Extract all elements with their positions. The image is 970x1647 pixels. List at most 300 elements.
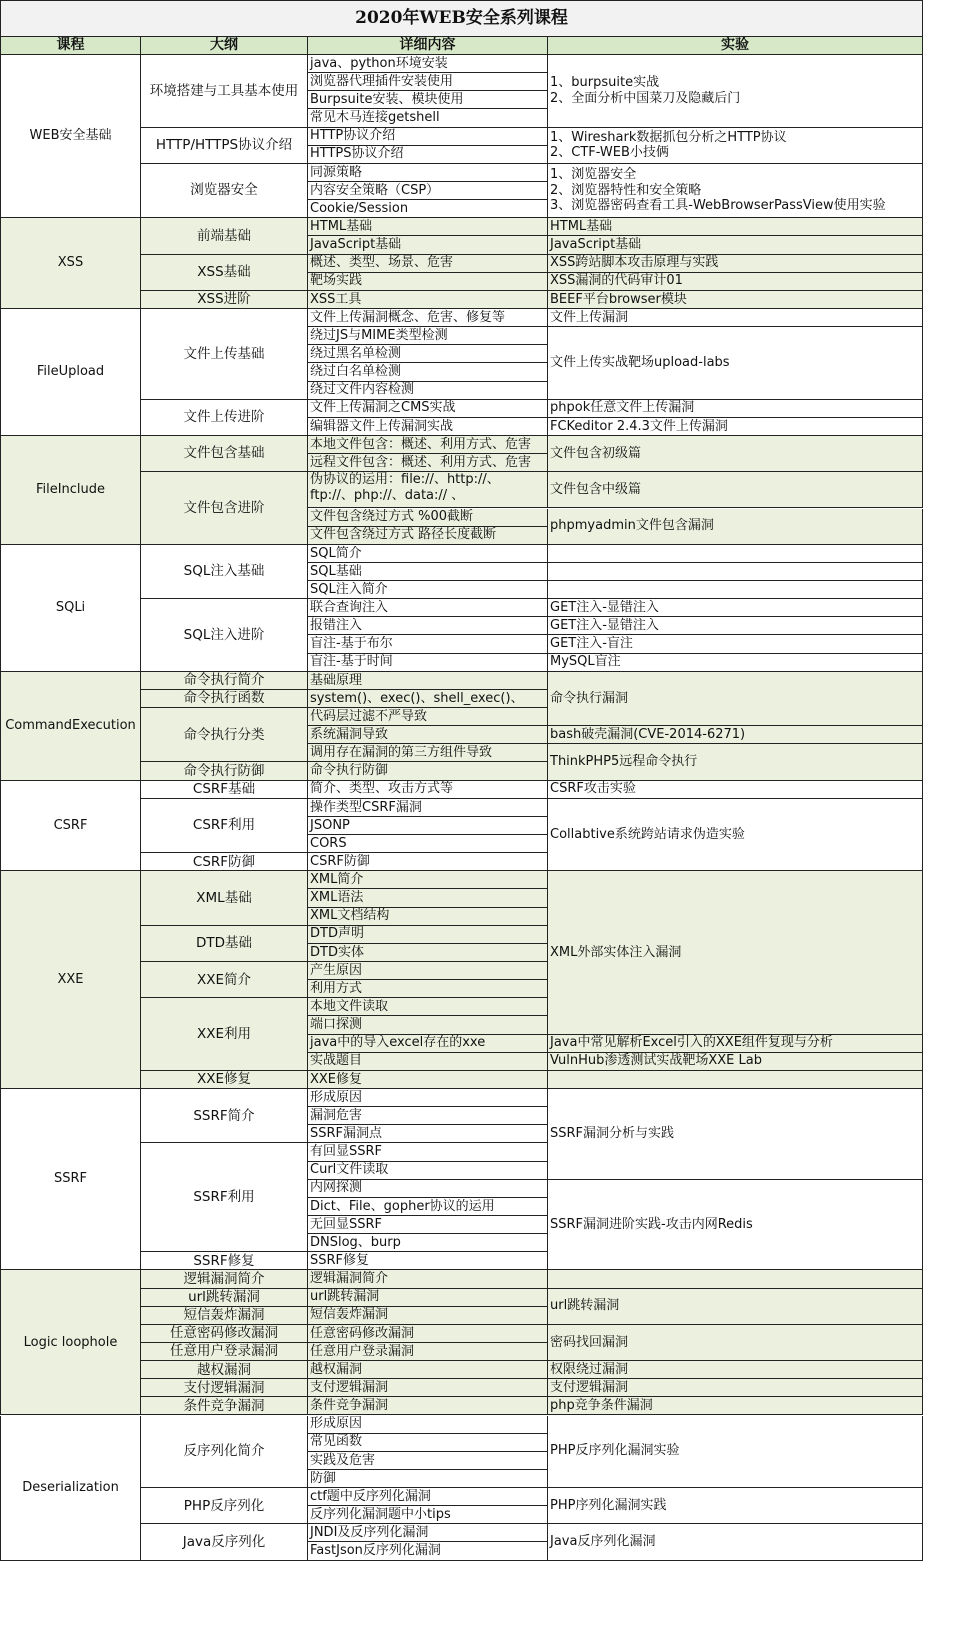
course-cell: [0, 672, 141, 781]
course-name: SQLi: [55, 599, 86, 615]
detail-cell: [308, 1524, 548, 1542]
lab-cell: [548, 726, 923, 744]
detail-text: 支付逻辑漏洞: [310, 1379, 389, 1395]
outline-cell: [141, 799, 308, 853]
detail-cell: [308, 527, 548, 545]
outline-name: Java反序列化: [182, 1533, 266, 1550]
lab-cell: [548, 617, 923, 635]
detail-text: XML语法: [310, 890, 364, 906]
column-header-label: 详细内容: [399, 37, 456, 54]
detail-cell: [308, 762, 548, 780]
outline-cell: [141, 1071, 308, 1089]
lab-text: phpmyadmin文件包含漏洞: [550, 518, 714, 534]
lab-cell: [548, 400, 923, 418]
lab-text: 3、浏览器密码查看工具-WebBrowserPassView使用实验: [550, 198, 886, 214]
outline-name: 前端基础: [197, 227, 251, 244]
detail-cell: [308, 781, 548, 799]
lab-text: Java反序列化漏洞: [550, 1534, 656, 1550]
lab-cell: [548, 436, 923, 472]
detail-cell: [308, 345, 548, 363]
detail-cell: [308, 255, 548, 273]
detail-text: 同源策略: [310, 164, 363, 180]
detail-text: CSRF防御: [310, 853, 370, 869]
detail-text: 利用方式: [310, 980, 363, 996]
detail-cell: [308, 1397, 548, 1415]
detail-cell: [308, 908, 548, 926]
outline-name: SSRF修复: [193, 1252, 255, 1269]
course-cell: [0, 871, 141, 1089]
detail-text: DTD声明: [310, 926, 364, 942]
outline-cell: [141, 1270, 308, 1288]
lab-text: JavaScript基础: [550, 237, 642, 253]
detail-text: JavaScript基础: [310, 237, 402, 253]
lab-text: VulnHub渗透测试实战靶场XXE Lab: [550, 1053, 762, 1069]
outline-cell: [141, 708, 308, 762]
lab-cell: [548, 1325, 923, 1361]
outline-cell: [141, 545, 308, 599]
detail-text: url跳转漏洞: [310, 1289, 380, 1305]
outline-name: 环境搭建与工具基本使用: [149, 82, 299, 99]
lab-cell: [548, 581, 923, 599]
detail-cell: [308, 200, 548, 218]
outline-name: XXE修复: [196, 1071, 252, 1088]
detail-text: system()、exec()、shell_exec()、: [310, 690, 524, 706]
detail-cell: [308, 817, 548, 835]
detail-text: SQL注入简介: [310, 581, 388, 597]
detail-cell: [308, 400, 548, 418]
outline-name: SQL注入基础: [183, 563, 265, 580]
column-header-label: 大纲: [210, 37, 238, 54]
lab-text: 1、burpsuite实战: [550, 75, 660, 91]
lab-cell: [548, 218, 923, 236]
outline-cell: [141, 255, 308, 291]
lab-text: XSS跨站脚本攻击原理与实践: [550, 255, 719, 271]
lab-text: GET注入-显错注入: [550, 599, 659, 615]
outline-cell: [141, 1143, 308, 1252]
lab-text: phpok任意文件上传漏洞: [550, 400, 695, 416]
lab-text: GET注入-显错注入: [550, 618, 659, 634]
detail-text: HTTPS协议介绍: [310, 146, 404, 162]
lab-cell: [548, 1488, 923, 1524]
outline-name: 命令执行防御: [183, 762, 265, 779]
detail-cell: [308, 1379, 548, 1397]
outline-cell: [141, 599, 308, 672]
course-cell: [0, 781, 141, 872]
lab-cell: [548, 509, 923, 545]
lab-cell: [548, 128, 923, 164]
outline-cell: [141, 472, 308, 545]
detail-text: 无回显SSRF: [310, 1216, 383, 1232]
lab-text: 密码找回漏洞: [550, 1334, 629, 1350]
detail-cell: [308, 1289, 548, 1307]
course-cell: [0, 218, 141, 309]
detail-cell: [308, 708, 548, 726]
detail-cell: [308, 91, 548, 109]
outline-cell: [141, 762, 308, 780]
detail-cell: [308, 1307, 548, 1325]
outline-name: PHP反序列化: [183, 1497, 265, 1514]
lab-text: SSRF漏洞进阶实践-攻击内网Redis: [550, 1216, 753, 1232]
lab-cell: [548, 472, 923, 508]
detail-cell: [308, 73, 548, 91]
outline-name: XML基础: [196, 889, 252, 906]
outline-name: 浏览器安全: [190, 182, 258, 199]
detail-text: 逻辑漏洞简介: [310, 1271, 389, 1287]
course-name: FileInclude: [35, 482, 106, 498]
outline-name: XSS进阶: [197, 291, 251, 308]
outline-name: 命令执行简介: [183, 672, 265, 689]
detail-cell: [308, 1488, 548, 1506]
outline-name: 条件竞争漏洞: [183, 1397, 265, 1414]
detail-cell: [308, 563, 548, 581]
lab-text: 命令执行漏洞: [550, 690, 629, 706]
detail-cell: [308, 128, 548, 146]
detail-cell: [308, 672, 548, 690]
course-name: Deserialization: [22, 1479, 119, 1495]
outline-name: XXE利用: [196, 1025, 252, 1042]
lab-cell: [548, 635, 923, 653]
outline-name: 支付逻辑漏洞: [183, 1379, 265, 1396]
detail-cell: [308, 1234, 548, 1252]
outline-name: 命令执行分类: [183, 726, 265, 743]
lab-text: Java中常见解析Excel引入的XXE组件复现与分析: [550, 1035, 833, 1051]
detail-text: 常见函数: [310, 1434, 363, 1450]
detail-cell: [308, 454, 548, 472]
detail-text: 产生原因: [310, 962, 363, 978]
table-title-text: 2020年WEB安全系列课程: [355, 8, 568, 29]
detail-text: 文件包含绕过方式 路径长度截断: [310, 527, 497, 543]
course-name: Logic loophole: [23, 1334, 118, 1350]
detail-text: 反序列化漏洞题中小tips: [310, 1506, 451, 1522]
lab-cell: [548, 327, 923, 400]
detail-text: 内容安全策略（CSP）: [310, 182, 440, 198]
detail-text: 绕过JS与MIME类型检测: [310, 327, 448, 343]
detail-cell: [308, 273, 548, 291]
lab-cell: [548, 1361, 923, 1379]
detail-text: 绕过白名单检测: [310, 364, 402, 380]
detail-cell: [308, 926, 548, 944]
course-cell: [0, 436, 141, 545]
detail-text: 实战题目: [310, 1053, 363, 1069]
detail-text: 文件上传漏洞概念、危害、修复等: [310, 309, 506, 325]
detail-cell: [308, 1035, 548, 1053]
course-cell: [0, 1270, 141, 1415]
detail-cell: [308, 1542, 548, 1560]
outline-cell: [141, 962, 308, 998]
detail-text: 实践及危害: [310, 1452, 376, 1468]
lab-text: XML外部实体注入漏洞: [550, 944, 682, 960]
outline-cell: [141, 672, 308, 690]
outline-cell: [141, 926, 308, 962]
detail-cell: [308, 998, 548, 1016]
lab-cell: [548, 236, 923, 254]
lab-cell: [548, 654, 923, 672]
detail-text: 盲注-基于布尔: [310, 636, 393, 652]
outline-cell: [141, 1343, 308, 1361]
lab-cell: [548, 309, 923, 327]
detail-cell: [308, 382, 548, 400]
detail-cell: [308, 363, 548, 381]
course-cell: [0, 309, 141, 436]
lab-text: MySQL盲注: [550, 654, 621, 670]
course-cell: [0, 545, 141, 672]
detail-text: SSRF修复: [310, 1253, 370, 1268]
detail-cell: [308, 291, 548, 309]
outline-cell: [141, 871, 308, 925]
detail-text: 远程文件包含：概述、利用方式、危害: [310, 454, 532, 470]
outline-name: 越权漏洞: [197, 1361, 251, 1378]
outline-name: HTTP/HTTPS协议介绍: [155, 137, 293, 154]
lab-text: BEEF平台browser模块: [550, 291, 687, 307]
outline-cell: [141, 291, 308, 309]
outline-cell: [141, 1361, 308, 1379]
detail-cell: [308, 1506, 548, 1524]
column-header: [548, 37, 923, 55]
lab-text: bash破壳漏洞(CVE-2014-6271): [550, 726, 746, 742]
lab-text: 2、全面分析中国菜刀及隐藏后门: [550, 90, 741, 106]
outline-cell: [141, 164, 308, 218]
course-name: XXE: [57, 971, 84, 987]
detail-text: 报错注入: [310, 618, 363, 634]
outline-cell: [141, 1379, 308, 1397]
outline-cell: [141, 436, 308, 472]
lab-cell: [548, 744, 923, 780]
outline-cell: [141, 1524, 308, 1560]
lab-cell: [548, 1089, 923, 1180]
detail-text: 操作类型CSRF漏洞: [310, 799, 422, 815]
detail-text: 短信轰炸漏洞: [310, 1307, 389, 1323]
lab-text: CSRF攻击实验: [550, 781, 636, 797]
detail-text: XSS工具: [310, 291, 362, 307]
detail-cell: [308, 581, 548, 599]
outline-name: 文件上传进阶: [183, 409, 265, 426]
outline-name: XXE简介: [196, 971, 252, 988]
lab-cell: [548, 599, 923, 617]
detail-cell: [308, 1270, 548, 1288]
detail-cell: [308, 599, 548, 617]
outline-name: CSRF利用: [192, 817, 256, 834]
course-cell: [0, 55, 141, 218]
detail-cell: [308, 1434, 548, 1452]
detail-text: Dict、File、gopher协议的运用: [310, 1198, 495, 1214]
detail-cell: [308, 1125, 548, 1143]
detail-cell: [308, 635, 548, 653]
lab-text: HTML基础: [550, 219, 613, 235]
detail-cell: [308, 1416, 548, 1434]
lab-text: FCKeditor 2.4.3文件上传漏洞: [550, 418, 728, 434]
lab-cell: [548, 1397, 923, 1415]
detail-cell: [308, 1198, 548, 1216]
lab-text: 文件上传漏洞: [550, 309, 629, 325]
course-name: SSRF: [53, 1171, 87, 1187]
detail-cell: [308, 853, 548, 871]
lab-cell: [548, 781, 923, 799]
detail-text: 靶场实践: [310, 273, 363, 289]
detail-cell: [308, 472, 548, 508]
detail-cell: [308, 799, 548, 817]
outline-name: CSRF基础: [192, 781, 256, 798]
detail-cell: [308, 1089, 548, 1107]
lab-cell: [548, 164, 923, 218]
detail-cell: [308, 1343, 548, 1361]
lab-cell: [548, 1071, 923, 1089]
outline-cell: [141, 55, 308, 128]
detail-cell: [308, 164, 548, 182]
detail-cell: [308, 1452, 548, 1470]
detail-text: 绕过黑名单检测: [310, 346, 402, 361]
outline-name: DTD基础: [195, 935, 253, 952]
column-header: [308, 37, 548, 55]
detail-text: 伪协议的运用：file://、http://、 ftp://、php://、data:// 、: [310, 472, 500, 503]
detail-text: DNSlog、burp: [310, 1234, 401, 1250]
outline-name: SSRF利用: [193, 1189, 255, 1206]
detail-cell: [308, 109, 548, 127]
detail-text: 端口探测: [310, 1017, 363, 1033]
detail-cell: [308, 835, 548, 853]
outline-cell: [141, 1325, 308, 1343]
detail-text: 代码层过滤不严导致: [310, 708, 428, 724]
detail-text: 防御: [310, 1470, 337, 1486]
outline-cell: [141, 1307, 308, 1325]
detail-cell: [308, 654, 548, 672]
detail-text: 本地文件读取: [310, 999, 389, 1015]
lab-text: Collabtive系统跨站请求伪造实验: [550, 826, 745, 842]
detail-cell: [308, 1252, 548, 1270]
detail-text: java中的导入excel存在的xxe: [310, 1035, 486, 1051]
detail-text: Curl文件读取: [310, 1162, 389, 1178]
detail-cell: [308, 1107, 548, 1125]
detail-text: java、python环境安装: [310, 55, 448, 71]
outline-cell: [141, 1089, 308, 1143]
lab-cell: [548, 1053, 923, 1071]
lab-text: ThinkPHP5远程命令执行: [550, 754, 698, 770]
lab-text: SSRF漏洞分析与实践: [550, 1126, 675, 1142]
detail-cell: [308, 744, 548, 762]
lab-cell: [548, 291, 923, 309]
lab-cell: [548, 871, 923, 1034]
detail-text: XML简介: [310, 872, 364, 888]
detail-text: 漏洞危害: [310, 1107, 363, 1123]
outline-cell: [141, 781, 308, 799]
outline-name: 逻辑漏洞简介: [183, 1270, 265, 1287]
detail-cell: [308, 1325, 548, 1343]
detail-cell: [308, 1361, 548, 1379]
outline-cell: [141, 1252, 308, 1270]
detail-text: 文件包含绕过方式 %00截断: [310, 509, 474, 525]
column-header-label: 实验: [721, 37, 749, 54]
course-name: XSS: [57, 255, 84, 271]
lab-cell: [548, 255, 923, 273]
outline-name: 任意用户登录漏洞: [170, 1343, 278, 1360]
outline-name: XSS基础: [197, 264, 251, 281]
outline-cell: [141, 998, 308, 1071]
detail-cell: [308, 617, 548, 635]
lab-cell: [548, 672, 923, 726]
outline-cell: [141, 218, 308, 254]
detail-text: 越权漏洞: [310, 1361, 363, 1377]
outline-cell: [141, 1416, 308, 1489]
course-name: FileUpload: [36, 364, 105, 380]
lab-cell: [548, 1035, 923, 1053]
lab-text: PHP反序列化漏洞实验: [550, 1443, 680, 1459]
detail-text: 系统漏洞导致: [310, 726, 389, 742]
detail-cell: [308, 1470, 548, 1488]
detail-text: Cookie/Session: [310, 200, 409, 216]
outline-cell: [141, 690, 308, 708]
detail-text: 概述、类型、场景、危害: [310, 255, 454, 271]
detail-cell: [308, 1216, 548, 1234]
lab-text: 文件上传实战靶场upload-labs: [550, 355, 730, 371]
column-header: [0, 37, 141, 55]
lab-text: 2、浏览器特性和安全策略: [550, 182, 702, 198]
detail-text: 编辑器文件上传漏洞实战: [310, 418, 454, 434]
lab-cell: [548, 799, 923, 872]
detail-cell: [308, 436, 548, 454]
outline-name: 任意密码修改漏洞: [170, 1325, 278, 1342]
detail-text: XXE修复: [310, 1071, 363, 1087]
detail-text: 任意用户登录漏洞: [310, 1343, 415, 1359]
lab-cell: [548, 1289, 923, 1325]
outline-name: 文件上传基础: [183, 345, 265, 362]
detail-cell: [308, 327, 548, 345]
lab-text: 文件包含初级篇: [550, 445, 642, 461]
detail-text: JNDI及反序列化漏洞: [310, 1525, 429, 1541]
lab-text: 支付逻辑漏洞: [550, 1379, 629, 1395]
detail-cell: [308, 726, 548, 744]
lab-cell: [548, 55, 923, 128]
outline-cell: [141, 1397, 308, 1415]
detail-text: FastJson反序列化漏洞: [310, 1543, 441, 1559]
detail-text: 联合查询注入: [310, 599, 389, 615]
detail-text: SQL简介: [310, 545, 362, 561]
lab-text: 2、CTF-WEB小技俩: [550, 145, 669, 161]
outline-name: 文件包含基础: [183, 445, 265, 462]
outline-name: 文件包含进阶: [183, 499, 265, 516]
detail-cell: [308, 871, 548, 889]
lab-text: PHP序列化漏洞实践: [550, 1497, 667, 1513]
detail-cell: [308, 418, 548, 436]
detail-text: 命令执行防御: [310, 763, 389, 779]
lab-text: 1、浏览器安全: [550, 167, 637, 183]
detail-cell: [308, 55, 548, 73]
detail-text: 浏览器代理插件安装使用: [310, 73, 454, 89]
detail-cell: [308, 690, 548, 708]
detail-text: 调用存在漏洞的第三方组件导致: [310, 745, 493, 761]
column-header: [141, 37, 308, 55]
detail-cell: [308, 545, 548, 563]
course-name: CSRF: [53, 817, 88, 833]
outline-cell: [141, 400, 308, 436]
lab-cell: [548, 1416, 923, 1489]
detail-text: JSONP: [310, 817, 350, 833]
outline-cell: [141, 128, 308, 164]
detail-cell: [308, 182, 548, 200]
detail-text: DTD实体: [310, 944, 364, 960]
detail-cell: [308, 980, 548, 998]
detail-cell: [308, 146, 548, 164]
detail-cell: [308, 236, 548, 254]
detail-text: 任意密码修改漏洞: [310, 1325, 415, 1341]
detail-text: Burpsuite安装、模块使用: [310, 92, 464, 108]
course-cell: [0, 1416, 141, 1561]
detail-cell: [308, 1016, 548, 1034]
outline-cell: [141, 1488, 308, 1524]
outline-name: 短信轰炸漏洞: [183, 1307, 265, 1324]
lab-cell: [548, 273, 923, 291]
outline-name: CSRF防御: [192, 853, 256, 870]
lab-text: 权限绕过漏洞: [550, 1361, 629, 1377]
outline-name: 反序列化简介: [183, 1443, 265, 1460]
